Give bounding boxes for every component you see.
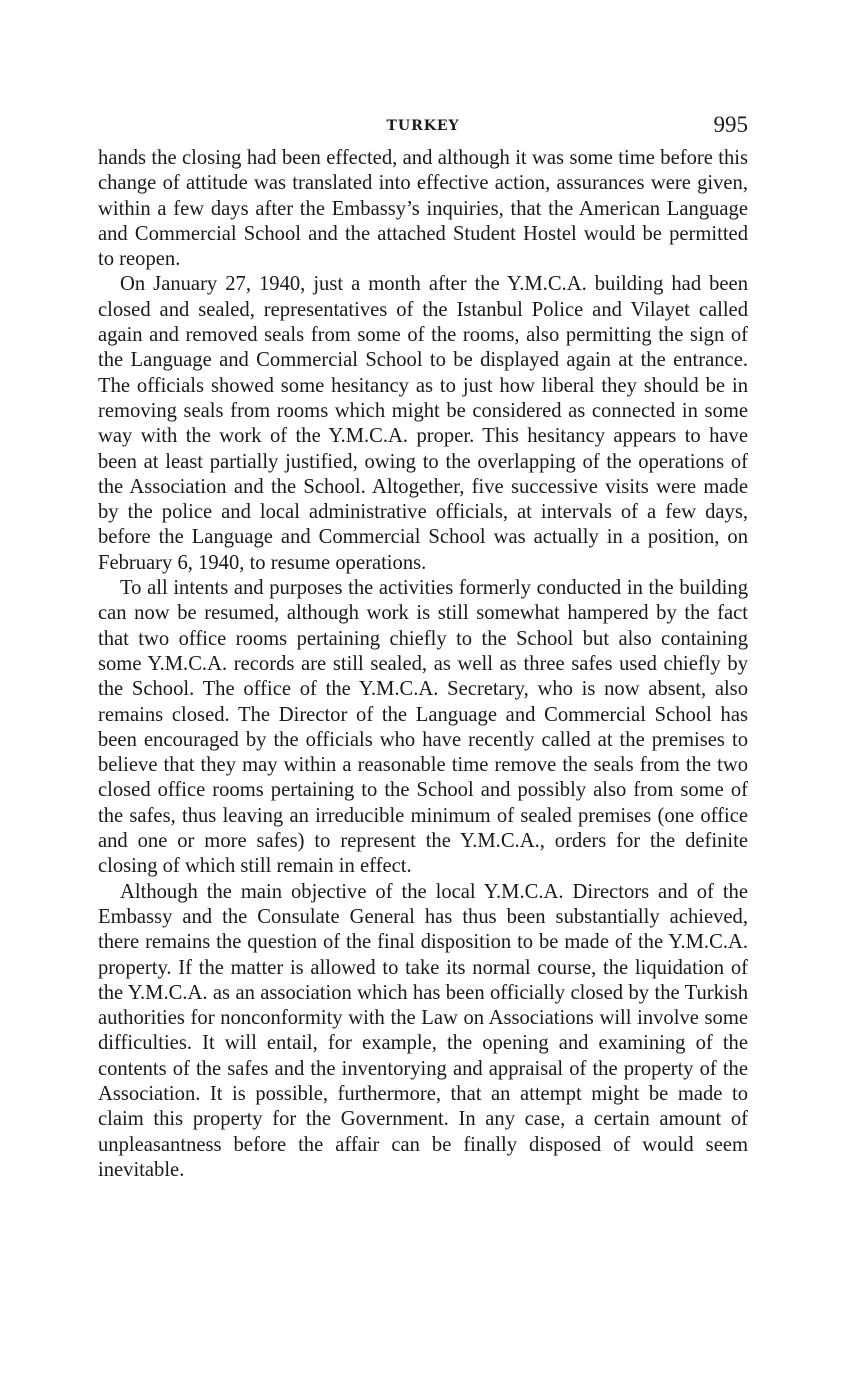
paragraph: To all intents and purposes the activities formerly conducted in the building can now be resumed, although work is still somewhat hampered by the fact that two office rooms pertaining chiefly to the School but also containing some Y.M.C.A. records are still sealed, as well as three safes used chiefly by the School. The office of the Y.M.C.A. Secretary, who is now absent, also remains closed. The Director of the Language and Commercial School has been encouraged by the officials who have recently called at the premises to believe that they may within a reasonable time remove the seals from the two closed office rooms pertaining to the School and possibly also from some of the safes, thus leaving an irreducible minimum of sealed premises (one office and one or more safes) to represent the Y.M.C.A., orders for the definite closing of which still remain in effect. <box>98 577 748 878</box>
paragraph: Although the main objective of the local Y.M.C.A. Directors and of the Embassy and the Consulate General has thus been substantially achieved, there remains the question of the final disposition to be made of the Y.M.C.A. property. If the matter is allowed to take its normal course, the liquidation of the Y.M.C.A. as an association which has been officially closed by the Turkish authorities for nonconformity with the Law on Associations will involve some difficulties. It will entail, for example, the opening and examining of the contents of the safes and the inventorying and appraisal of the property of the Association. It is possible, furthermore, that an attempt might be made to claim this property for the Government. In any case, a certain amount of unpleasantness before the affair can be finally disposed of would seem inevitable. <box>98 880 748 1181</box>
paragraph: On January 27, 1940, just a month after the Y.M.C.A. building had been closed and sealed, representatives of the Istanbul Police and Vilayet called again and removed seals from some of the rooms, also permitting the sign of the Language and Commercial School to be displayed again at the entrance. The officials showed some hesitancy as to just how liberal they should be in removing seals from rooms which might be considered as connected in some way with the work of the Y.M.C.A. proper. This hesitancy appears to have been at least partially justified, owing to the overlapping of the operations of the Association and the School. Altogether, five successive visits were made by the police and local administrative officials, at intervals of a few days, before the Language and Commercial School was actually in a position, on February 6, 1940, to resume operations. <box>98 273 748 574</box>
body-text <box>98 146 748 1183</box>
paragraph-continued: hands the closing had been effected, and although it was some time before this change of attitude was translated into effective action, assurances were given, within a few days after the Embassy’s inquiries, that the American Language and Commercial School and the attached Student Hostel would be permitted to reopen. <box>98 147 748 271</box>
page-header <box>98 110 748 146</box>
page-number: 995 <box>713 112 748 137</box>
running-head: TURKEY <box>386 118 460 134</box>
document-page <box>98 110 748 1183</box>
